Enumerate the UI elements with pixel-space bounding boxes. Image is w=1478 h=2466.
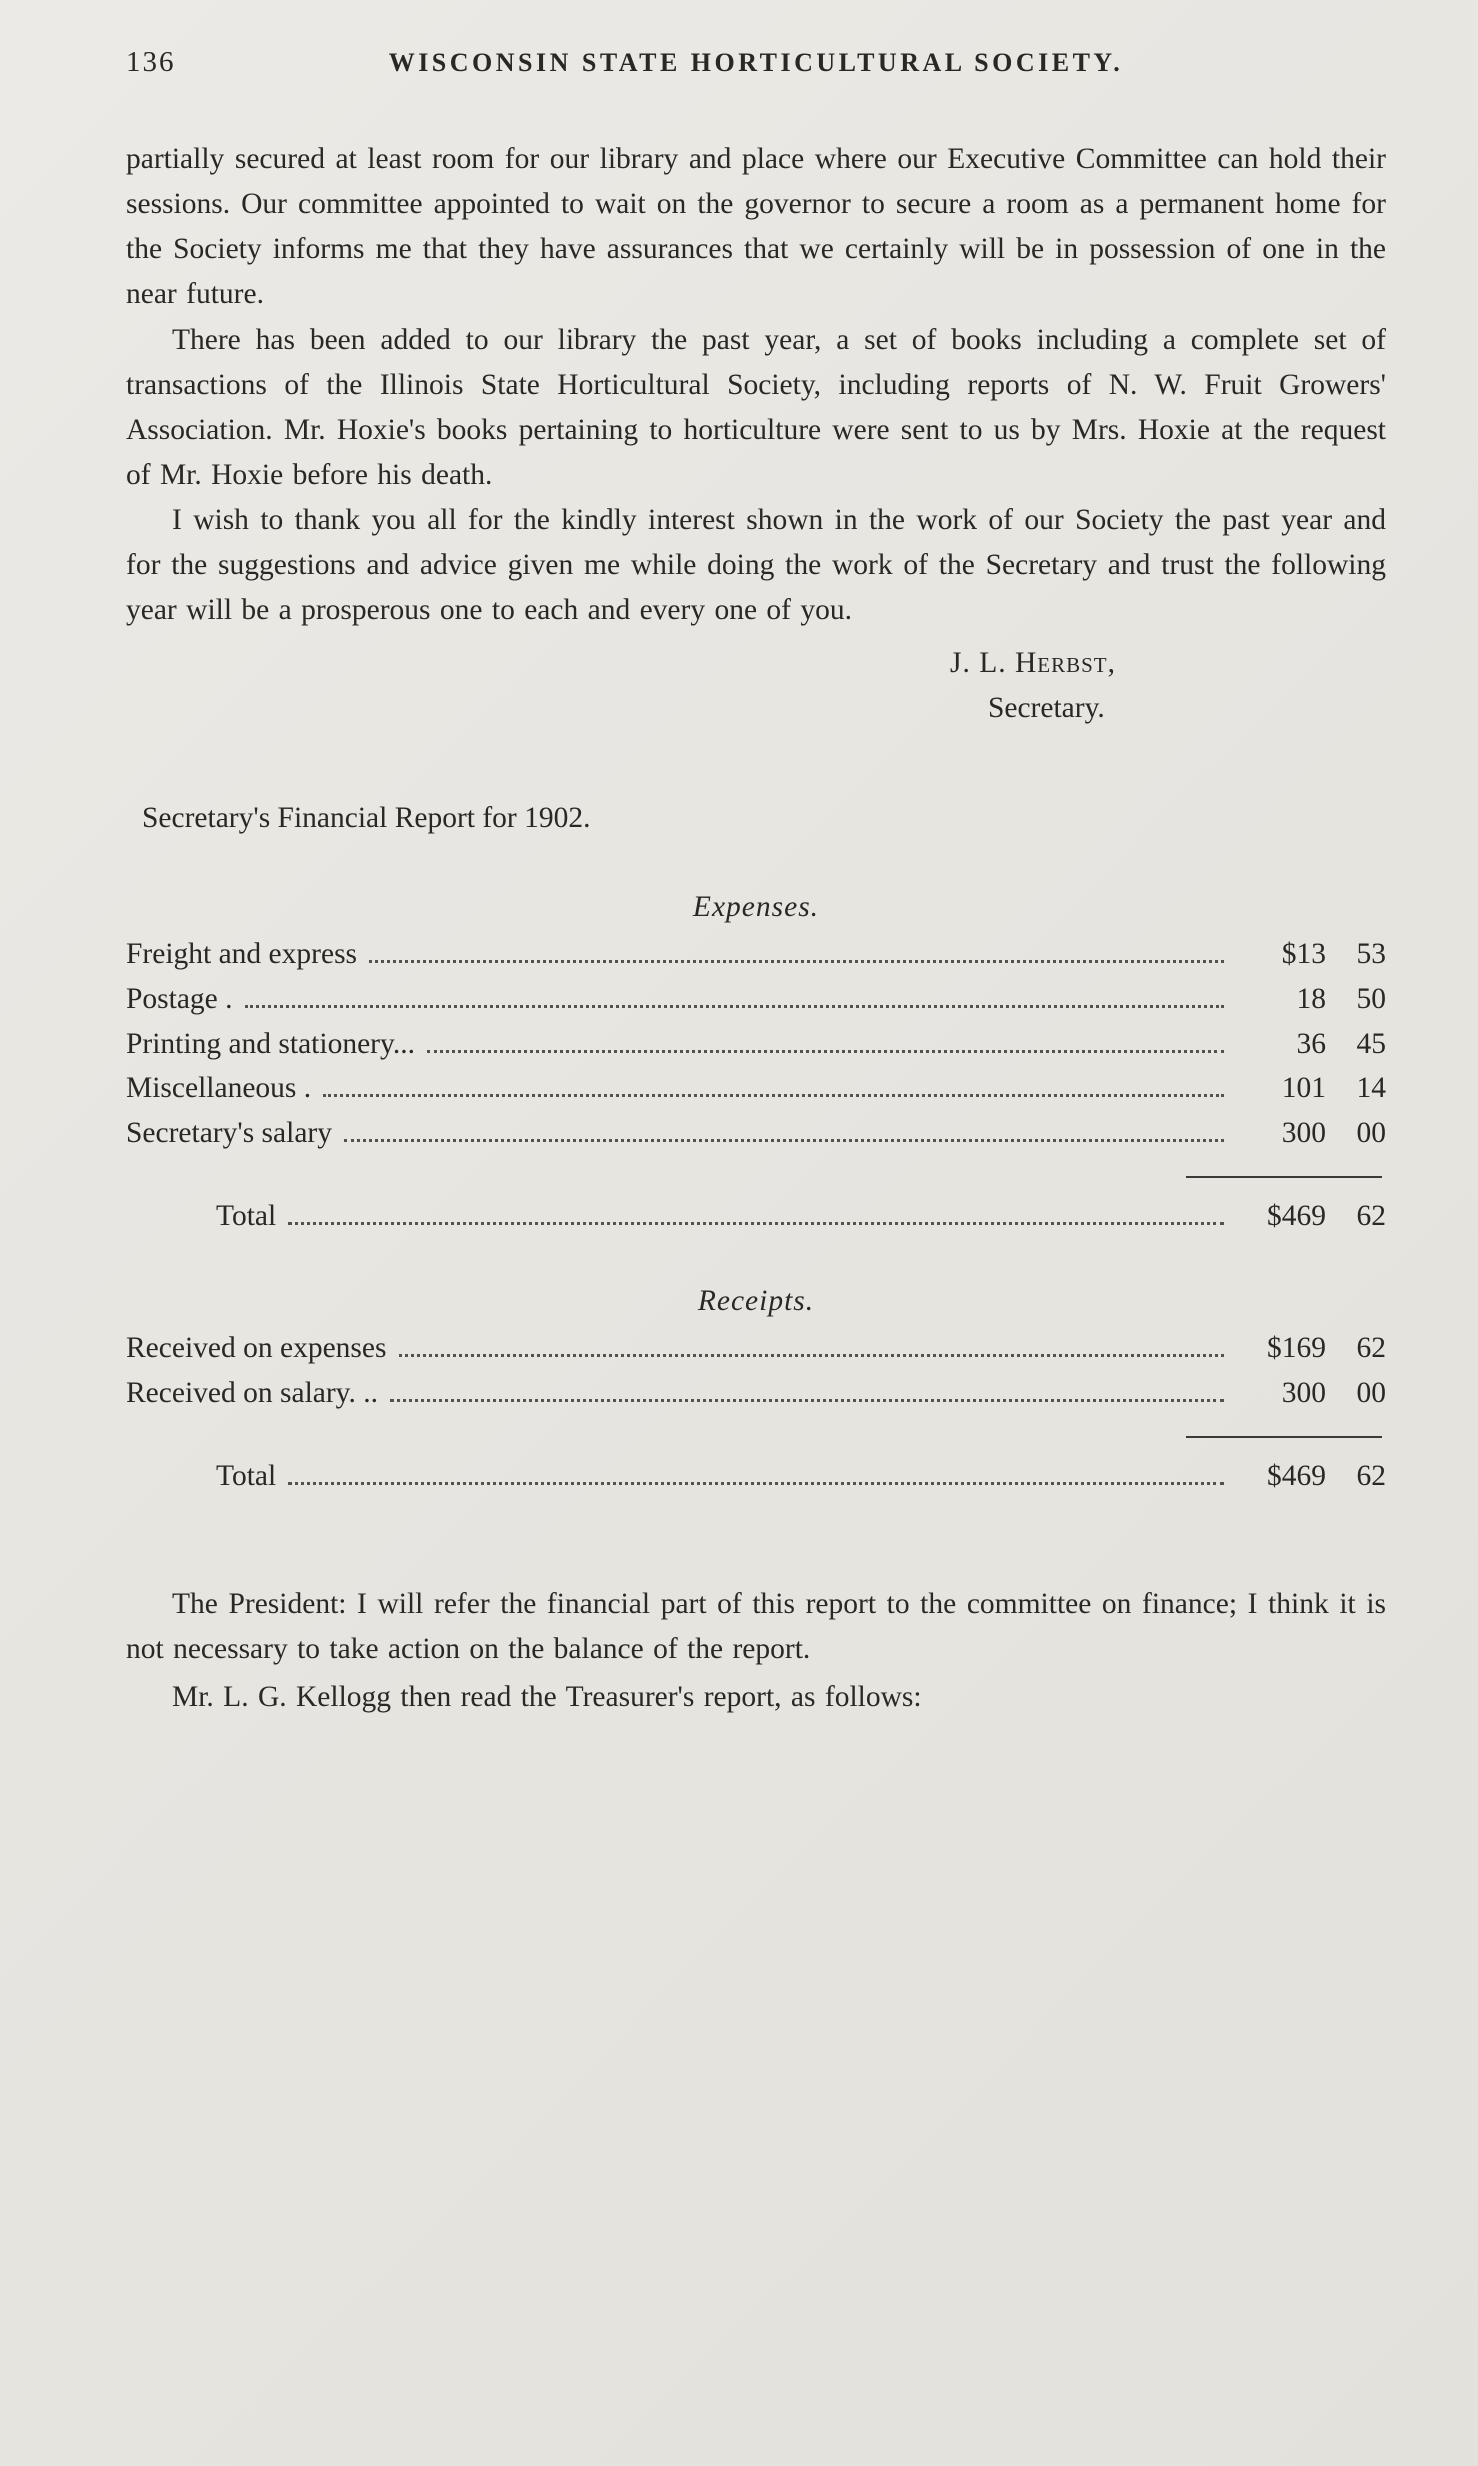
total-row	[126, 1194, 1386, 1239]
ledger-row	[126, 1371, 1386, 1416]
ledger-row	[126, 932, 1386, 977]
paragraph: I wish to thank you all for the kindly interest shown in the work of our Society the past year and for the suggestions and advice given me while doing the work of the Secretary and trust the following year will be a prosperous one to each and every one of you.	[126, 504, 1386, 627]
row-cents: 62	[1356, 1331, 1386, 1364]
total-label: Total	[216, 1200, 277, 1233]
row-cents: 14	[1356, 1072, 1386, 1105]
row-dollars: $169	[1267, 1331, 1326, 1364]
sum-rule	[1186, 1436, 1382, 1438]
dot-leader	[288, 1482, 1224, 1485]
section-title-receipts: Receipts.	[697, 1284, 815, 1317]
total-cents: 62	[1356, 1200, 1386, 1233]
row-label: Received on expenses	[126, 1331, 387, 1364]
row-dollars: 36	[1296, 1027, 1326, 1060]
signature-block	[950, 641, 1116, 730]
row-dollars: 18	[1296, 982, 1326, 1015]
page-header	[126, 46, 1386, 79]
paragraph: partially secured at least room for our library and place where our Executive Committee can hold their sessions. Our committee appointed to wait on the governor to secure a room as a permanent home for the Society informs me that they have assurances that we certainly will be in possession of one in the near future.	[126, 143, 1386, 311]
running-title: WISCONSIN STATE HORTICULTURAL SOCIETY.	[388, 48, 1124, 77]
receipts-ledger	[126, 1326, 1386, 1498]
row-label: Freight and express	[126, 937, 358, 970]
ledger-row	[126, 977, 1386, 1022]
ledger-row	[126, 1111, 1386, 1156]
total-label: Total	[216, 1459, 277, 1492]
dot-leader	[390, 1399, 1224, 1402]
paragraph: There has been added to our library the past year, a set of books including a complete set of transactions of the Illinois State Horticultural Society, including reports of N. W. Fruit Growers' Association. Mr. Hoxie's books pertaining to horticulture were sent to us by Mrs. Hoxie at the request of Mr. Hoxie before his death.	[126, 323, 1386, 491]
row-cents: 45	[1356, 1027, 1386, 1060]
dot-leader	[245, 1005, 1224, 1008]
total-row	[126, 1454, 1386, 1499]
row-label: Printing and stationery...	[126, 1027, 415, 1060]
row-label: Postage .	[126, 982, 233, 1015]
ledger-row	[126, 1022, 1386, 1067]
report-heading: Secretary's Financial Report for 1902.	[142, 801, 591, 834]
row-dollars: 101	[1281, 1072, 1326, 1105]
section-title-expenses: Expenses.	[692, 890, 820, 923]
row-dollars: $13	[1281, 937, 1326, 970]
dot-leader	[344, 1139, 1224, 1142]
dot-leader	[399, 1354, 1225, 1357]
sum-rule	[1186, 1176, 1382, 1178]
dot-leader	[369, 960, 1224, 963]
total-dollars: $469	[1267, 1200, 1326, 1233]
row-cents: 50	[1356, 982, 1386, 1015]
ledger-row	[126, 1066, 1386, 1111]
paragraph: Mr. L. G. Kellogg then read the Treasurer's report, as follows:	[172, 1680, 922, 1713]
row-label: Secretary's salary	[126, 1117, 332, 1150]
row-label: Miscellaneous .	[126, 1072, 312, 1105]
signature-name: J. L. Herbst,	[949, 647, 1116, 680]
row-cents: 00	[1356, 1376, 1386, 1409]
row-label: Received on salary. ..	[126, 1376, 379, 1409]
ledger-row	[126, 1326, 1386, 1371]
dot-leader	[427, 1050, 1224, 1053]
body-text	[126, 137, 1386, 633]
expenses-ledger	[126, 932, 1386, 1239]
total-cents: 62	[1356, 1459, 1386, 1492]
closing-text	[126, 1582, 1386, 1719]
row-cents: 00	[1356, 1117, 1386, 1150]
paragraph: The President: I will refer the financial part of this report to the committee on finance; I think it is not necessary to take action on the balance of the report.	[126, 1588, 1386, 1666]
row-dollars: 300	[1281, 1117, 1326, 1150]
signature-title: Secretary.	[987, 691, 1105, 724]
total-dollars: $469	[1267, 1459, 1326, 1492]
dot-leader	[288, 1222, 1224, 1225]
page-number: 136	[126, 46, 176, 78]
row-dollars: 300	[1281, 1376, 1326, 1409]
row-cents: 53	[1356, 937, 1386, 970]
dot-leader	[323, 1094, 1224, 1097]
